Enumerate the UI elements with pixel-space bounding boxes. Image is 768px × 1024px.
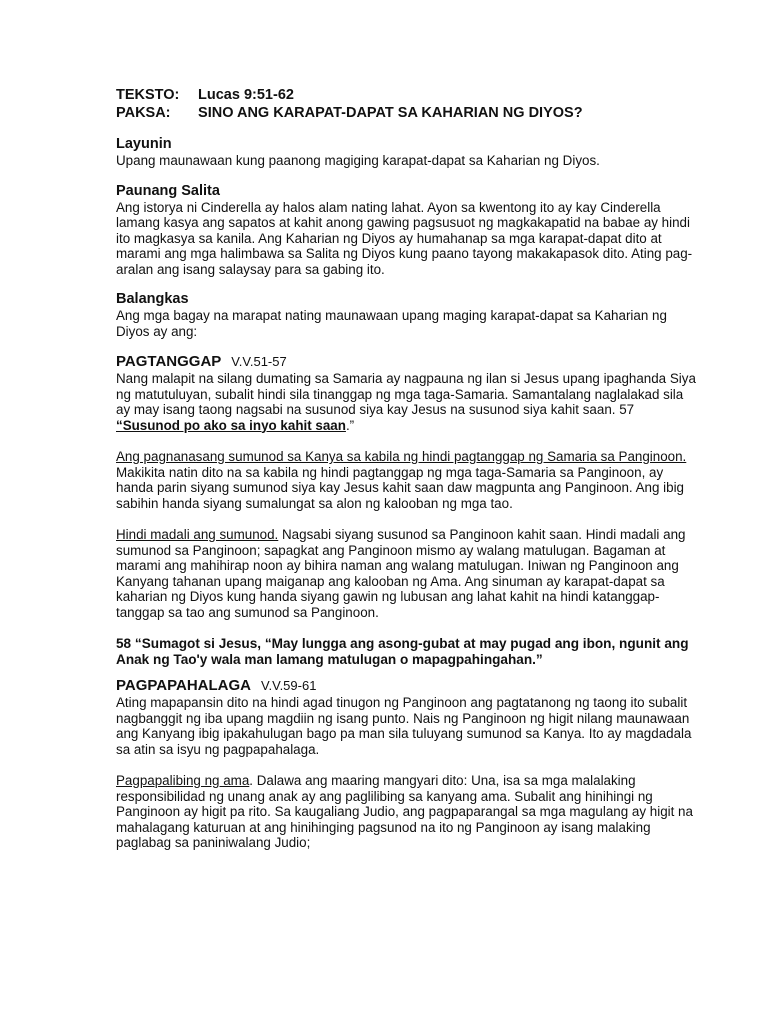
pagtanggap-body: Nang malapit na silang dumating sa Samaria ay nagpauna ng ilan si Jesus upang ipaghanda Siya ng matutuluyan, subalit hindi sila tinanggap ng mga taga-Samaria. Samantalang naglalakad sila ay may isang taong nagsabi na susunod siya kay Jesus na susunod siya kahit saan. 57 xyxy=(116,371,696,417)
pagtanggap-heading xyxy=(116,353,698,371)
paksa-value: SINO ANG KARAPAT-DAPAT SA KAHARIAN NG DIYOS? xyxy=(198,105,583,121)
pagtanggap-para2-lead: Ang pagnanasang sumunod sa Kanya sa kabila ng hindi pagtanggap ng Samaria sa Panginoon. xyxy=(116,449,687,464)
pagpapahalaga-text: Ating mapapansin dito na hindi agad tinugon ng Panginoon ang pagtatanong ng taong ito subalit nagbanggit ng iba upang magdiin ng isang punto. Nais ng Panginoon ng higit nilang maunawaan ang Kanyang ibig ipakahulugan bago pa man sila tuluyang sumunod sa Kanya. Ito ay magdadala sa atin sa isyu ng pagpapahalaga. xyxy=(116,695,692,757)
pagtanggap-quote-end: .” xyxy=(345,417,355,433)
pagtanggap-text xyxy=(116,371,698,433)
paunang-salita-heading: Paunang Salita xyxy=(116,182,220,199)
paksa-label: PAKSA: xyxy=(116,105,171,121)
pagtanggap-quote: “Susunod po ako sa inyo kahit saan xyxy=(116,417,346,433)
pagpapahalaga-para2 xyxy=(116,773,698,851)
pagtanggap-para3-text: Nagsabi siyang susunod sa Panginoon kahit saan. Hindi madali ang sumunod sa Panginoon; sapagkat ang Panginoon mismo ay walang matulugan. Bagaman at marami ang mahihirap noon ay bihira naman ang walang matulugan. Iniwan ng Panginoon ang Kanyang tahanan upang maiganap ang kalooban ng Ama. Ang sinuman ay karapat-dapat sa kaharian ng Diyos kung handa siyang gawin ng lubusan ang lahat kahit na hindi katanggap-tanggap sa tao ang sumunod sa Panginoon. xyxy=(116,527,686,620)
pagpapahalaga-verses: V.V.59-61 xyxy=(261,678,317,693)
pagpapahalaga-title: PAGPAPAHALAGA xyxy=(116,677,251,694)
paksa-row xyxy=(116,104,698,122)
verse-58: 58 “Sumagot si Jesus, “May lungga ang asong-gubat at may pugad ang ibon, ngunit ang Anak ng Tao'y wala man lamang matulugan o mapagpahingahan.” xyxy=(116,636,689,667)
balangkas-text: Ang mga bagay na marapat nating maunawaan upang maging karapat-dapat sa Kaharian ng Diyos ay ang: xyxy=(116,308,667,339)
layunin-heading: Layunin xyxy=(116,136,172,152)
balangkas-heading: Balangkas xyxy=(116,291,189,307)
pagtanggap-para3-lead: Hindi madali ang sumunod. xyxy=(116,527,279,542)
pagtanggap-para2-text: Makikita natin dito na sa kabila ng hindi pagtanggap ng mga taga-Samaria sa Panginoon, ay handa parin siyang sumunod siya kay Jesus kahit saan daw magpunta ang Panginoon. Ang ibig sabihin handa siyang sumalungat sa alon ng kalooban ng mga tao. xyxy=(116,464,684,511)
layunin-text: Upang maunawaan kung paanong magiging karapat-dapat sa Kaharian ng Diyos. xyxy=(116,153,600,168)
pagpapahalaga-heading xyxy=(116,677,698,695)
teksto-label: TEKSTO: xyxy=(116,87,180,103)
teksto-value: Lucas 9:51-62 xyxy=(198,87,294,103)
pagtanggap-para2 xyxy=(116,449,698,511)
pagtanggap-title: PAGTANGGAP xyxy=(116,353,222,370)
pagtanggap-verses: V.V.51-57 xyxy=(231,354,287,369)
pagtanggap-para3 xyxy=(116,527,698,620)
teksto-row xyxy=(116,86,698,104)
pagpapahalaga-para2-lead: Pagpapalibing ng ama xyxy=(116,773,250,788)
paunang-salita-text: Ang istorya ni Cinderella ay halos alam nating lahat. Ayon sa kwentong ito ay kay Cinderella lamang kasya ang sapatos at kahit anong gawing pagsusuot ng magkakapatid na babae ay hindi ito magkasya sa kanila. Ang Kaharian ng Diyos ay humahanap sa mga karapat-dapat dito at marami ang mga halimbawa sa Salita ng Diyos kung paano tayong makakapasok dito. Ating pag-aralan ang isang salaysay para sa gabing ito. xyxy=(116,199,693,277)
pagpapahalaga-para2-text: . Dalawa ang maaring mangyari dito: Una, isa sa mga malalaking responsibilidad ng unang anak ay ang paglilibing sa kanyang ama. Subalit ang hinihingi ng Panginoon ay higit pa rito. Sa kaugaliang Judio, ang pagpaparangal sa mga magulang ay higit na mahalagang katuruan at ang hinihinging pagsunod na ito ng Panginoon ay isang malaking paglabag sa paniniwalang Judio; xyxy=(116,773,693,850)
